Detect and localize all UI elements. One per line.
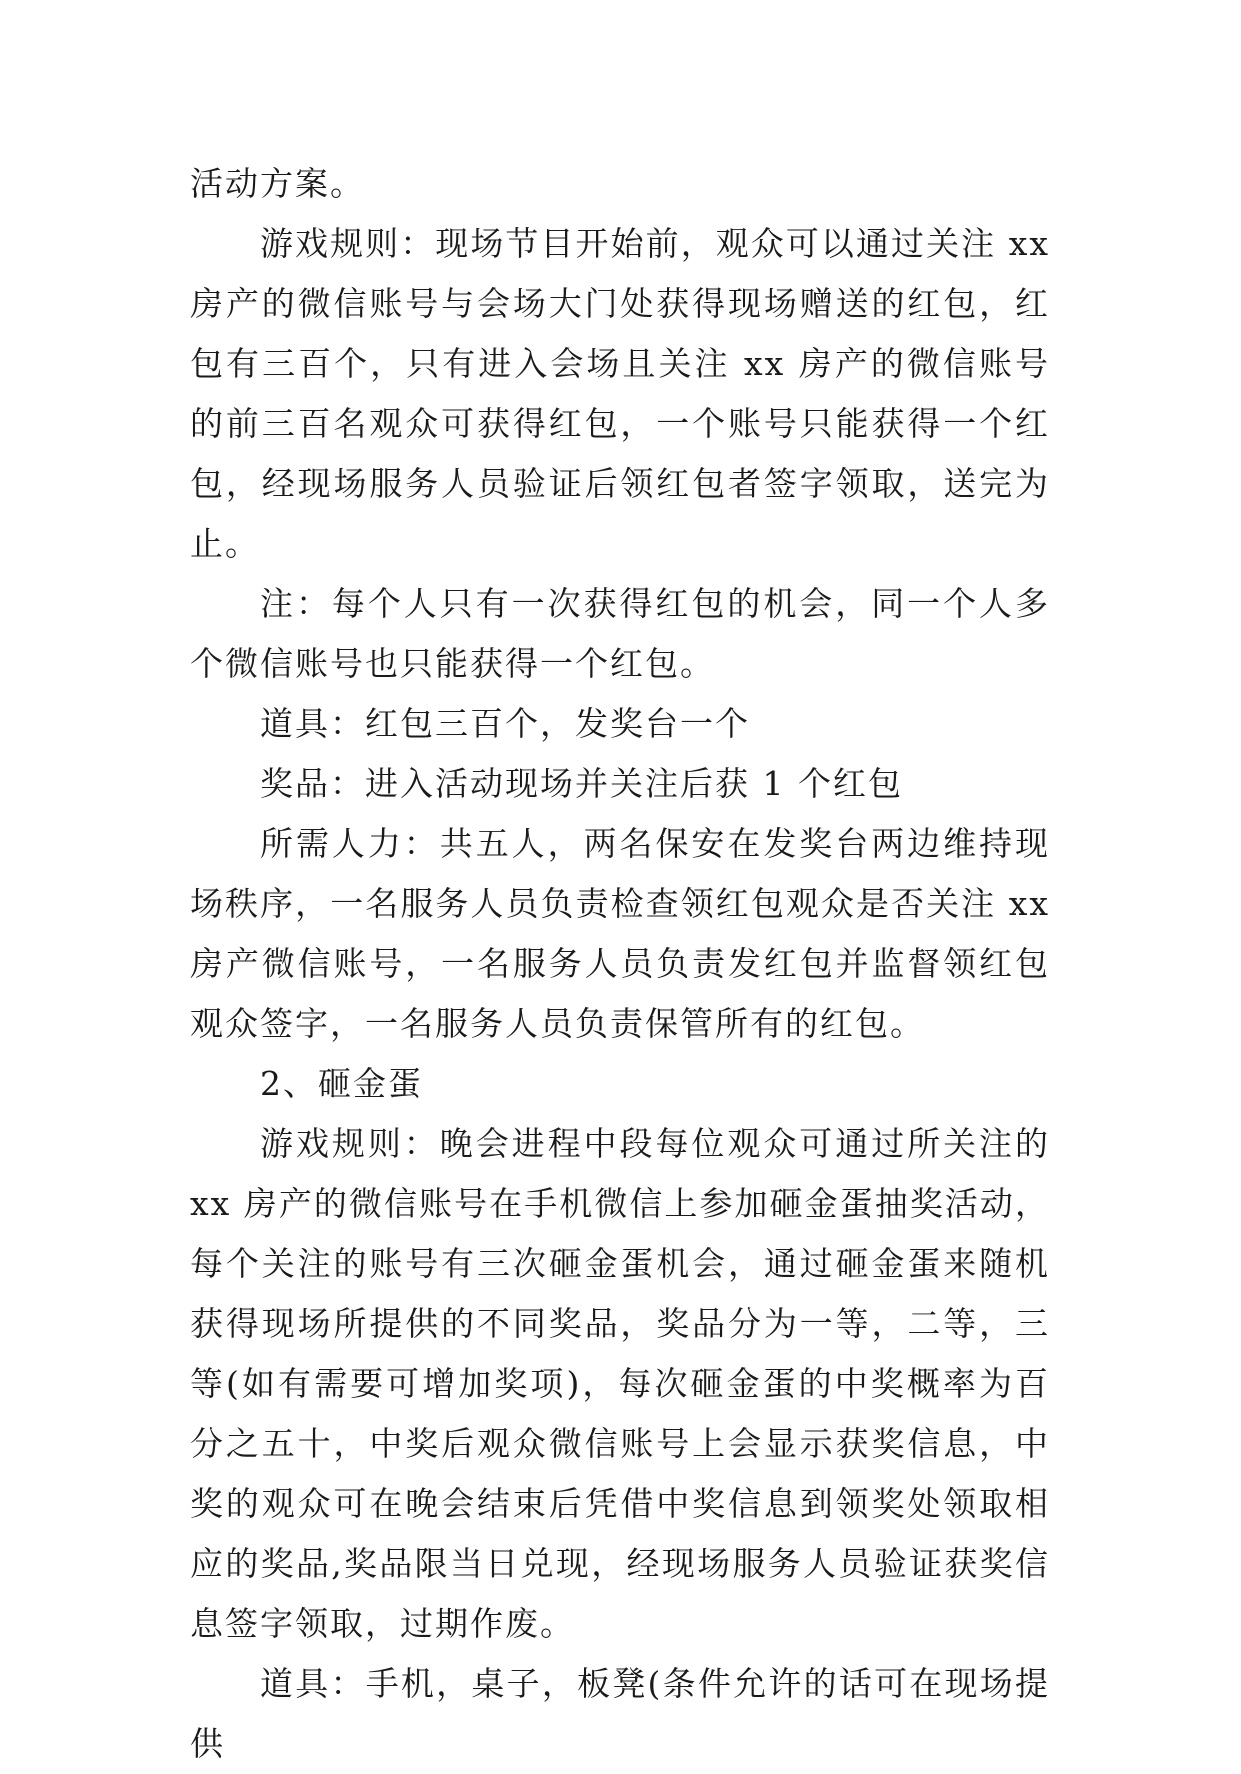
paragraph-note: 注：每个人只有一次获得红包的机会，同一个人多个微信账号也只能获得一个红包。	[190, 584, 1050, 683]
paragraph-prizes: 奖品：进入活动现场并关注后获 1 个红包	[260, 764, 903, 803]
section-heading-golden-egg: 2、砸金蛋	[260, 1064, 423, 1103]
paragraph-props-golden-egg: 道具：手机，桌子，板凳(条件允许的话可在现场提供	[190, 1664, 1050, 1763]
paragraph-game-rules-golden-egg: 游戏规则：晚会进程中段每位观众可通过所关注的 xx 房产的微信账号在手机微信上参加砸金蛋抽奖活动，每个关注的账号有三次砸金蛋机会，通过砸金蛋来随机获得现场所提供的不同奖品，奖品分为一等，二等，三等(如有需要可增加奖项)，每次砸金蛋的中奖概率为百分之五十，中奖后观众微信账号上会显示获奖信息，中奖的观众可在晚会结束后凭借中奖信息到领奖处领取相应的奖品,奖品限当日兑现，经现场服务人员验证获奖信息签字领取，过期作废。	[190, 1124, 1050, 1643]
paragraph-continuation: 活动方案。	[190, 164, 365, 203]
paragraph-staffing: 所需人力：共五人，两名保安在发奖台两边维持现场秩序，一名服务人员负责检查领红包观众是否关注 xx 房产微信账号，一名服务人员负责发红包并监督领红包观众签字，一名服务人员负责保管所有的红包。	[190, 824, 1050, 1043]
paragraph-props-red-envelope: 道具：红包三百个，发奖台一个	[260, 704, 750, 743]
paragraph-game-rules-red-envelope: 游戏规则：现场节目开始前，观众可以通过关注 xx 房产的微信账号与会场大门处获得现场赠送的红包，红包有三百个，只有进入会场且关注 xx 房产的微信账号的前三百名观众可获得红包，一个账号只能获得一个红包，经现场服务人员验证后领红包者签字领取，送完为止。	[190, 224, 1050, 563]
document-body	[190, 154, 1050, 1774]
